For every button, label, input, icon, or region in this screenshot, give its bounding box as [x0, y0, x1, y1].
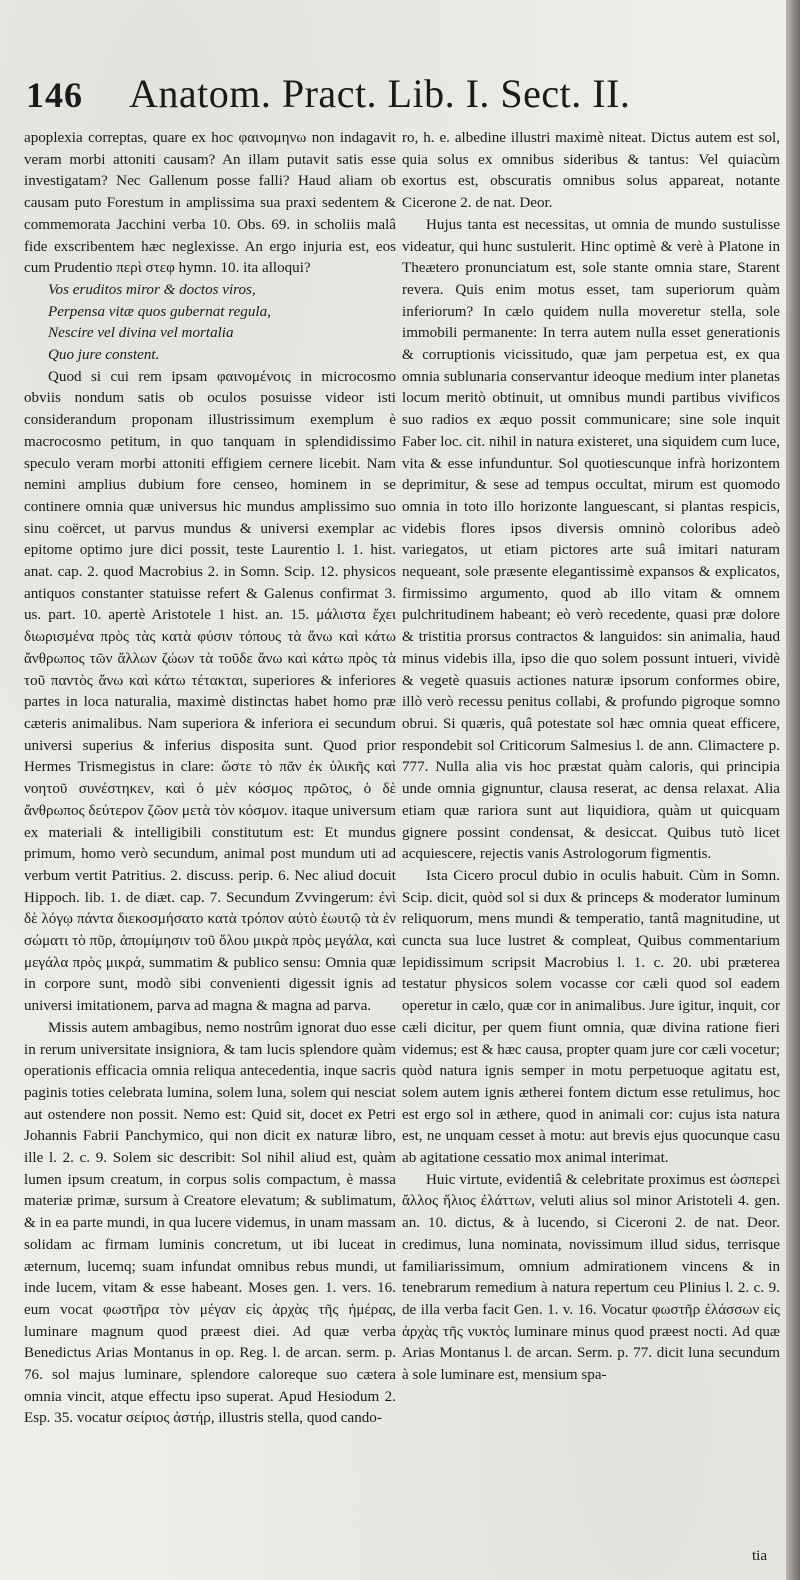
page-number: 146 [26, 75, 83, 115]
left-column [24, 128, 396, 1430]
paragraph: apoplexia correptas, quare ex hoc φαινομηνω non indagavit veram morbi attoniti causam? An illam putavit satis esse investigatam? Nec Gallenum posse falli? Haud aliam ob causam puto Forestum in amplissima sua praxi sedentem & commemorata Jacchini verba 10. Obs. 69. in scholiis malâ fide exscribentem hæc neglexisse. An ergo injuria est, eos cum Prudentio περὶ στεφ hymn. 10. ita alloqui? [24, 130, 396, 277]
right-column [402, 128, 780, 1387]
paragraph: Huic virtute, evidentiâ & celebritate proximus est ὡσπερεὶ ἄλλος ἥλιος ἐλάττων, veluti alius sol minor Aristoteli 4. gen. an. 10. dictus, & à lucendo, si Ciceroni 2. de nat. Deor. credimus, luna nominata, novissimum illud sidus, terrisque familiarissimum, omnium admirationem vincens & in tenebrarum remedium à natura repertum ceu Plinius l. 2. c. 9. de illa verba facit Gen. 1. v. 16. Vocatur φωστῆρ ἐλάσσων εἰς ἀρχὰς τῆς νυκτὸς luminare minus quod præest nocti. Ad quæ Arias Montanus l. de arcan. Serm. p. 77. dicit luna secundum à sole luminare est, mensium spa- [402, 1171, 780, 1384]
verse-line: Quo jure constent. [48, 347, 160, 364]
paragraph: Quod si cui rem ipsam φαινομένοις in microcosmo obviis nondum satis ob oculos posuisse videor isti considerandum proponam illustrissimum exemplum è macrocosmo petitum, in quo tanquam in splendidissimo speculo veram morbi attoniti effigiem cernere licebit. Nam nemini amplius dubium fore censeo, hominem in se continere omnia quæ universus hic mundus amplissimo suo sinu coërcet, ut parvus mundus & universi exemplar ac epitome optimo jure dici possit, teste Laurentio l. 1. hist. anat. cap. 2. quod Macrobius 2. in Somn. Scip. 12. physicos antiquos constanter statuisse refert & Galenus confirmat 3. us. part. 10. apertè Aristotele 1 hist. an. 15. μάλιστα ἔχει διωρισμένα πρὸς τὰς κατὰ φύσιν τόπους τὰ ἄνω καὶ κάτω ἄνθρωπος τῶν ἄλλων ζώων τὰ τοῦδε ἄνω καὶ κάτω πρὸς τὰ τοῦ παντὸς ἄνω καὶ κάτω τέτακται, superiores & inferiores partes in loca naturalia, maximè distinctas habet homo præ cæteris animalibus. Nam superiora & inferiora ei secundum universi superius & inferius disposita sunt. Quod prior Hermes Trismegistus in clare: ὥστε τὸ πᾶν ἐκ ὑλικῆς καὶ νοητοῦ συνέστηκεν, καὶ ὁ μὲν κόσμος πρῶτος, ὁ δὲ ἄνθρωπος δεύτερον ζῶον μετὰ τὸν κόσμον. itaque universum ex materiali & intelligibili constitutum est: Et mundus primum, homo verò secundum, animal post mundum uti ad verbum vertit Patritius. 2. discuss. perip. 6. Nec aliud docuit Hippoch. lib. 1. de diæt. cap. 7. Secundum Zvvingerum: ἐνὶ δὲ λόγῳ πάντα διεκοσμήσατο κατὰ τρόπον αὐτὸ ἑωυτῷ τὰ ἐν σώματι τὸ πῦρ, ἀπομίμησιν τοῦ ὅλου μικρὰ πρὸς μεγάλα, καὶ μεγάλα πρὸς μικρά, summatim & publico sensu: Omnia quæ in corpore sunt, modò sibi convenienti digessit ignis ad universi imitationem, parva ad magna & magna ad parva. [24, 368, 396, 1015]
paragraph: ro, h. e. albedine illustri maximè niteat. Dictus autem est sol, quia solus ex omnibus sideribus & tantus: Vel quiacùm exortus est, obscuratis omnibus solus appareat, notante Cicerone 2. de nat. Deor. [402, 130, 780, 212]
paragraph: Missis autem ambagibus, nemo nostrûm ignorat duo esse in rerum universitate insigniora, & tam lucis splendore quàm operationis efficacia omnia reliqua antecedentia, inque sacris paginis toties celebrata lumina, solem luna, solem qui nesciat aut ostendere non possit. Nemo est: Quid sit, docet ex Petri Johannis Fabrii Panchymico, qui non dicit ex naturæ libro, ille l. 2. c. 9. Solem sic describit: Sol nihil aliud est, quàm lumen ipsum creatum, in corpus solis compactum, è massa materiæ primæ, sursum à Creatore elevatum; & sublimatum, & in ea parte mundi, in qua lucere videmus, in unam massam solidam ac firmam luminis concretum, ut ibi luceat in æternum, lucemq; suam infundat omnibus rebus mundi, ut inde lucem, vitam & esse habeant. Moses gen. 1. vers. 16. eum vocat φωστῆρα τὸν μέγαν εἰς ἀρχὰς τῆς ἡμέρας, luminare magnum quod præest diei. Ad quæ verba Benedictus Arias Montanus in op. Reg. l. de arcan. serm. p. 76. sol majus luminare, splendore caloreque suo cætera omnia vincit, atque effectu ipso superat. Apud Hesiodum 2. Esp. 35. vocatur σείριος ἀστήρ, illustris stella, quod cando- [24, 1019, 396, 1427]
verse-line: Nescire vel divina vel mortalia [48, 325, 234, 342]
verse-line: Perpensa vitæ quos gubernat regula, [48, 303, 271, 320]
paragraph: Ista Cicero procul dubio in oculis habuit. Cùm in Somn. Scip. dicit, quòd sol si dux & princeps & moderator luminum reliquorum, mens mundi & temperatio, tantâ magnitudine, ut cuncta sua luce lustret & compleat, Quibus commentarium lepidissimum scripsit Macrobius l. 1. c. 20. ubi præterea testatur physicos solem vocasse cor cæli quod sol eadem operetur in cælo, quæ cor in animalibus. Jure igitur, inquit, cor cæli dicitur, per quem fiunt omnia, quæ divina ratione fieri videmus; est & hæc causa, propter quam jure cor cæli vocetur; quòd natura ignis semper in motu perpetuoque agitatu est, solem autem ignis ætherei fontem dictum esse retulimus, hoc est ergo sol in æthere, quod in animali cor: cujus ista natura est, ne unquam cesset à motu: aut brevis ejus quocunque casu ab agitatione cessatio mox animal interimat. [402, 867, 780, 1167]
page-header [26, 70, 756, 130]
verse-line: Vos eruditos miror & doctos viros, [48, 281, 256, 298]
catchword: tia [752, 1548, 767, 1564]
page-edge-shadow [786, 0, 800, 1580]
paragraph: Hujus tanta est necessitas, ut omnia de mundo sustulisse videatur, qui hunc sustulerit. Hinc optimè & verè à Platone in Theætero pronunciatum est, sole stante omnia stare, Starent revera. Quis enim motus esset, tam superiorum quàm inferiorum? In cælo quidem nulla moveretur stella, sole immobili permanente: In terra autem nulla esset generationis & corruptionis vicissitudo, quæ jam perpetua est, ex qua omnia sublunaria conservantur ideoque medium inter planetas locum meritò obtinuit, ut omnibus mundi partibus vivificos suo radios ex æquo possit communicare; sine sole inquit Faber loc. cit. nihil in natura existeret, una siquidem cum luce, vita & esse infunduntur. Sol quotiescunque infrà horizontem deprimitur, & sese ad tempus occultat, mirum est quomodo omnia in toto illo horizonte languescant, si plantas respicis, videbis flores ipsos diversis omninò coloribus adeò variegatos, ut etiam pictores arte suâ imitari naturam nequeant, sole præsente elegantissimè expansos & explicatos, firmissimo argumento, quod ab illo vitam & omnem pulchritudinem habeant; eò verò recedente, quasi præ dolore & tristitia prorsus contractos & languidos: sin animalia, haud minus videbis illa, ipso die quo solem possunt intueri, vividè & vegetè quasuis actiones naturæ ipsorum conformes obire, illò verò recessu penitus collabi, & profundo pigroque somno obrui. Si quæris, quâ potestate sol hæc omnia queat efficere, respondebit sol Criticorum Salmesius l. de ann. Climactere p. 777. Nulla alia vis hoc præstat quàm caloris, qui principia unde omnia gignuntur, clausa reserat, ac densa relaxat. Alia etiam quæ rariora sunt aut liquidiora, quàm ut quicquam gignere possint condensat, & desiccat. Quibus tutò licet acquiescere, rejectis vanis Astrologorum figmentis. [402, 216, 780, 863]
running-head: Anatom. Pract. Lib. I. Sect. II. [129, 71, 631, 116]
